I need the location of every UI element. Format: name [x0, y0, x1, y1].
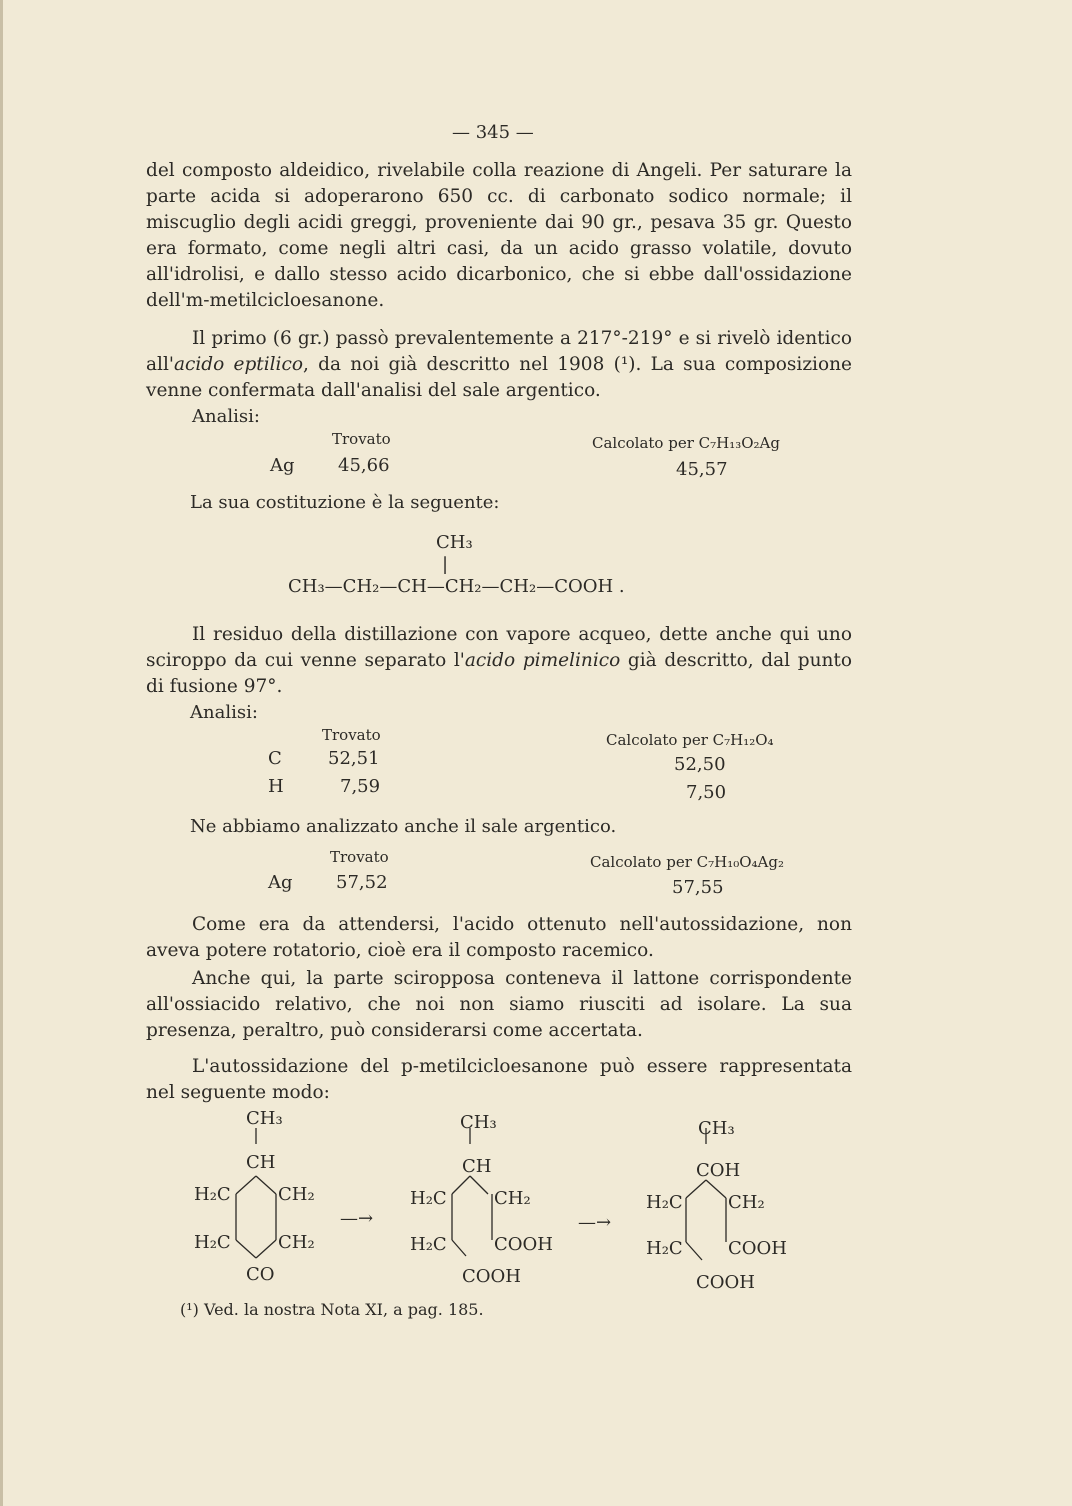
acid-name-italic: acido pimelinico: [464, 650, 621, 671]
s2-ch: CH: [462, 1156, 492, 1177]
s3-cooh: COOH: [696, 1272, 755, 1293]
calc-value: 52,50: [674, 754, 726, 775]
s1-ch3: CH₃: [246, 1108, 283, 1129]
s1-ch: CH: [246, 1152, 276, 1173]
reaction-scheme: [190, 1108, 810, 1298]
s2-ch3: CH₃: [460, 1112, 497, 1133]
s3-left-bottom: H₂C: [646, 1238, 683, 1259]
s3-left-top: H₂C: [646, 1192, 683, 1213]
paragraph-racemic: Come era da attendersi, l'acido ottenuto nell'autossidazione, non aveva potere rotatorio, cioè era il composto racemico.: [146, 914, 852, 961]
s3-right-bottom: COOH: [728, 1238, 787, 1259]
constitution-text: La sua costituzione è la seguente:: [190, 492, 500, 513]
s2-left-bottom: H₂C: [410, 1234, 447, 1255]
calc-value: 7,50: [686, 782, 727, 803]
arrow-2: —→: [578, 1212, 612, 1233]
found-header: Trovato: [322, 726, 381, 744]
acid-name-italic: acido eptilico: [173, 354, 303, 375]
calc-header: Calcolato per C₇H₁₂O₄: [606, 731, 774, 749]
arrow-1: —→: [340, 1208, 374, 1229]
paragraph-text: , da noi già descritto nel 1908 (¹). La sua composizione venne confermata dall'analisi del sale argentico.: [146, 354, 852, 401]
s1-left-bottom: H₂C: [194, 1232, 231, 1253]
s2-right-top: CH₂: [494, 1188, 531, 1209]
paragraph-lactone: Anche qui, la parte sciropposa conteneva il lattone corrispondente all'ossiacido relativo, che noi non siamo riusciti ad isolare. La sua presenza, peraltro, può considerarsi come accertata.: [146, 968, 852, 1041]
s1-co: CO: [246, 1264, 275, 1285]
found-header: Trovato: [332, 430, 391, 448]
s1-right-top: CH₂: [278, 1184, 315, 1205]
paragraph-scheme: L'autossidazione del p-metilcicloesanone può essere rappresentata nel seguente modo:: [146, 1056, 852, 1103]
formula-chain: CH₃—CH₂—CH—CH₂—CH₂—COOH .: [288, 576, 625, 597]
paragraph-intro: del composto aldeidico, rivelabile colla reazione di Angeli. Per saturare la parte acida si adoperarono 650 cc. di carbonato sodico normale; il miscuglio degli acidi greggi, proveniente dai 90 gr., pesava 35 gr. Questo era formato, come negli altri casi, da un acido grasso volatile, dovuto all'idrolisi, e dallo stesso acido dicarbonico, che si ebbe dall'ossidazione dell'm-metilcicloesanone.: [146, 160, 852, 311]
s2-left-top: H₂C: [410, 1188, 447, 1209]
formula-bond: |: [442, 554, 449, 575]
found-value: 52,51: [328, 748, 380, 769]
calc-value: 57,55: [672, 877, 724, 898]
paragraph-acid-eptilico: [146, 326, 852, 404]
element-label: Ag: [268, 872, 293, 893]
found-value: 57,52: [336, 872, 388, 893]
page-number: — 345 —: [452, 122, 534, 143]
footnote: (¹) Ved. la nostra Nota XI, a pag. 185.: [180, 1300, 484, 1319]
calc-header: Calcolato per C₇H₁₃O₂Ag: [592, 434, 780, 452]
element-label: H: [268, 776, 284, 797]
calc-value: 45,57: [676, 459, 728, 480]
s1-right-bottom: CH₂: [278, 1232, 315, 1253]
element-label: Ag: [270, 455, 295, 476]
paragraph-residue: [146, 622, 852, 700]
s3-right-top: CH₂: [728, 1192, 765, 1213]
silver-text: Ne abbiamo analizzato anche il sale argentico.: [190, 816, 617, 837]
s3-coh: COH: [696, 1160, 741, 1181]
s3-ch3: CH₃: [698, 1118, 735, 1139]
found-header: Trovato: [330, 848, 389, 866]
formula-ch3: CH₃: [436, 532, 473, 553]
found-value: 45,66: [338, 455, 390, 476]
s1-left-top: H₂C: [194, 1184, 231, 1205]
analysis-label: Analisi:: [190, 702, 258, 723]
calc-header: Calcolato per C₇H₁₀O₄Ag₂: [590, 853, 784, 871]
paragraph-text: Il residuo della distillazione con vapore acqueo, dette anche qui uno sciroppo da cui venne separato l': [146, 624, 852, 671]
paragraph-text: già descritto, dal punto di fusione 97°.: [146, 650, 853, 697]
s2-cooh: COOH: [462, 1266, 521, 1287]
analysis-label: Analisi:: [192, 406, 260, 427]
s2-right-bottom: COOH: [494, 1234, 553, 1255]
element-label: C: [268, 748, 282, 769]
page-edge: [0, 0, 3, 1506]
found-value: 7,59: [340, 776, 381, 797]
paragraph-text: Il primo (6 gr.) passò prevalentemente a 217°-219° e si rivelò identico all': [146, 328, 852, 375]
